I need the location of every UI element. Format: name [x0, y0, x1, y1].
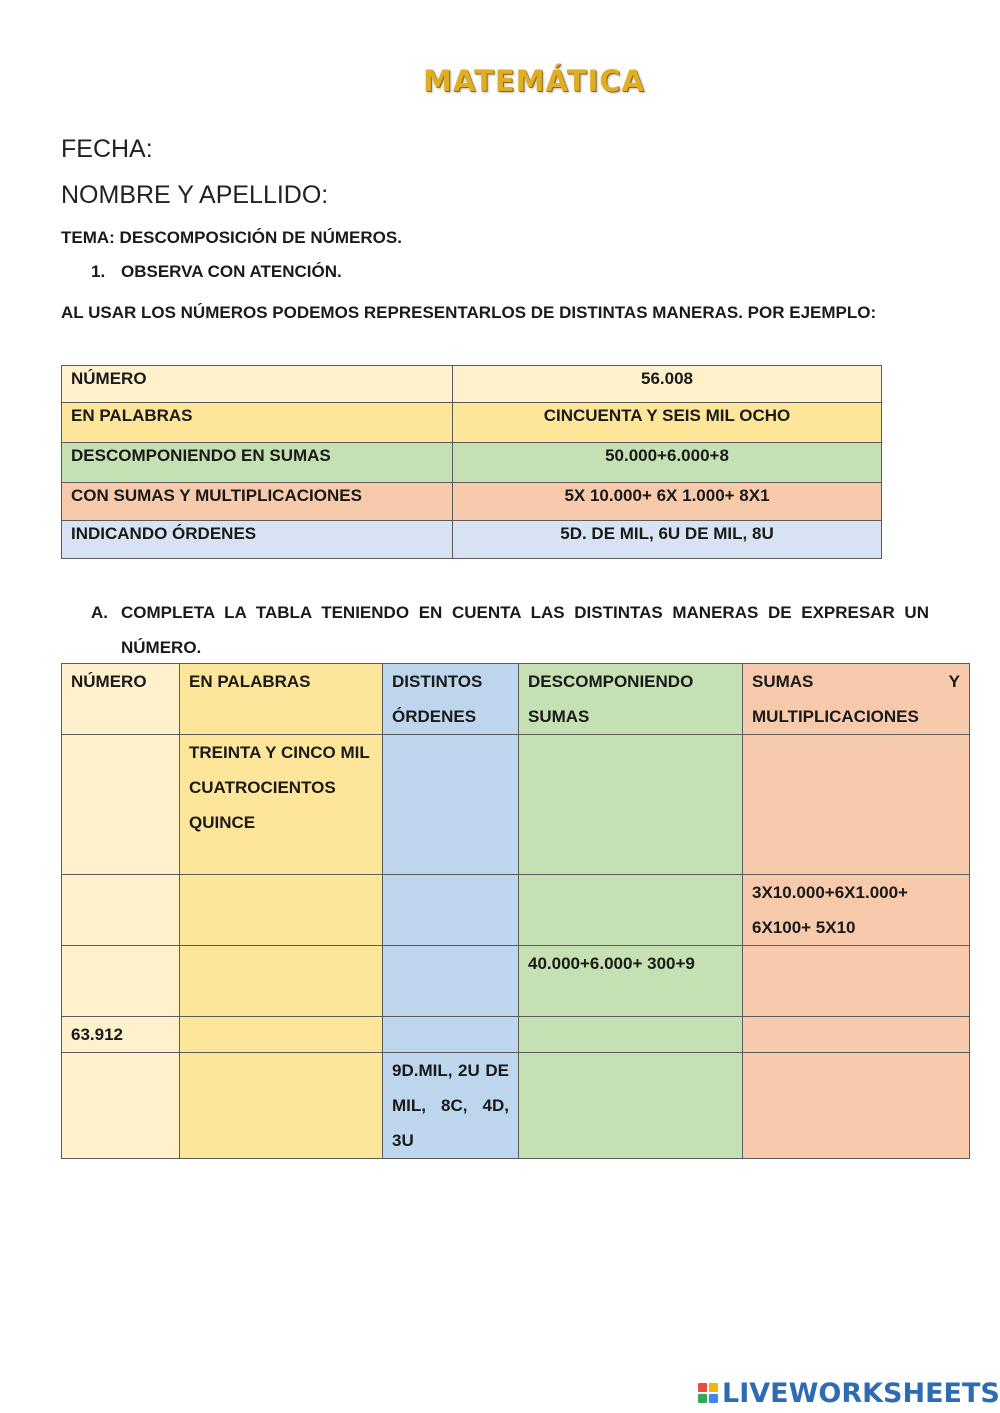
instruction-a — [91, 595, 929, 665]
nombre-label: NOMBRE Y APELLIDO: — [61, 181, 329, 209]
example-label-cell: CON SUMAS Y MULTIPLICACIONES — [62, 483, 453, 521]
table-row — [62, 735, 970, 875]
example-table — [61, 365, 882, 559]
practice-table — [61, 663, 970, 1159]
cell-ordenes[interactable] — [383, 946, 519, 1017]
topic-heading: TEMA: DESCOMPOSICIÓN DE NÚMEROS. — [61, 228, 402, 247]
page-title: MATEMÁTICA — [423, 64, 645, 98]
example-value-cell: CINCUENTA Y SEIS MIL OCHO — [453, 403, 882, 443]
table-row — [62, 875, 970, 946]
liveworksheets-logo — [698, 1378, 1000, 1408]
cell-sumas[interactable] — [519, 735, 743, 875]
cell-en-palabras[interactable] — [180, 1053, 383, 1159]
example-label-cell: INDICANDO ÓRDENES — [62, 521, 453, 559]
cell-sumas-mult[interactable] — [743, 1017, 970, 1053]
cell-numero[interactable] — [62, 946, 180, 1017]
step-1-number: 1. — [91, 262, 106, 281]
example-label-cell: EN PALABRAS — [62, 403, 453, 443]
header-numero: NÚMERO — [62, 664, 180, 735]
example-value-cell: 5X 10.000+ 6X 1.000+ 8X1 — [453, 483, 882, 521]
example-value-cell: 50.000+6.000+8 — [453, 443, 882, 483]
cell-numero[interactable] — [62, 735, 180, 875]
example-label-cell: NÚMERO — [62, 366, 453, 403]
cell-numero[interactable] — [62, 875, 180, 946]
cell-numero: 63.912 — [62, 1017, 180, 1053]
header-distintos-ordenes: DISTINTOS ÓRDENES — [383, 664, 519, 735]
cell-numero[interactable] — [62, 1053, 180, 1159]
cell-sumas: 40.000+6.000+ 300+9 — [519, 946, 743, 1017]
header-descomponiendo-sumas: DESCOMPONIENDO SUMAS — [519, 664, 743, 735]
cell-sumas-mult[interactable] — [743, 735, 970, 875]
step-1-text: OBSERVA CON ATENCIÓN. — [121, 262, 342, 281]
cell-sumas[interactable] — [519, 1053, 743, 1159]
instruction-a-label: A. — [91, 603, 108, 622]
example-value-cell: 5D. DE MIL, 6U DE MIL, 8U — [453, 521, 882, 559]
table-row — [62, 946, 970, 1017]
intro-paragraph: AL USAR LOS NÚMEROS PODEMOS REPRESENTARLOS DE DISTINTAS MANERAS. POR EJEMPLO: — [61, 303, 877, 322]
example-label-cell: DESCOMPONIENDO EN SUMAS — [62, 443, 453, 483]
liveworksheets-logo-icon — [698, 1383, 718, 1403]
cell-sumas-mult[interactable] — [743, 946, 970, 1017]
cell-ordenes: 9D.MIL, 2U DE MIL, 8C, 4D, 3U — [383, 1053, 519, 1159]
cell-en-palabras[interactable] — [180, 946, 383, 1017]
cell-sumas-mult[interactable] — [743, 1053, 970, 1159]
fecha-label: FECHA: — [61, 135, 153, 163]
cell-sumas-mult: 3X10.000+6X1.000+ 6X100+ 5X10 — [743, 875, 970, 946]
cell-en-palabras[interactable] — [180, 1017, 383, 1053]
example-value-cell: 56.008 — [453, 366, 882, 403]
cell-sumas[interactable] — [519, 1017, 743, 1053]
cell-en-palabras[interactable] — [180, 875, 383, 946]
liveworksheets-logo-text: LIVEWORKSHEETS — [722, 1377, 1000, 1409]
instruction-a-text: COMPLETA LA TABLA TENIENDO EN CUENTA LAS DISTINTAS MANERAS DE EXPRESAR UN NÚMERO. — [121, 603, 929, 657]
table-row — [62, 1017, 970, 1053]
cell-en-palabras: TREINTA Y CINCO MIL CUATROCIENTOS QUINCE — [180, 735, 383, 875]
header-en-palabras: EN PALABRAS — [180, 664, 383, 735]
cell-ordenes[interactable] — [383, 875, 519, 946]
cell-sumas[interactable] — [519, 875, 743, 946]
table-row — [62, 1053, 970, 1159]
cell-ordenes[interactable] — [383, 1017, 519, 1053]
cell-ordenes[interactable] — [383, 735, 519, 875]
header-sumas-multiplicaciones: SUMAS Y MULTIPLICACIONES — [743, 664, 970, 735]
step-1 — [91, 262, 342, 282]
